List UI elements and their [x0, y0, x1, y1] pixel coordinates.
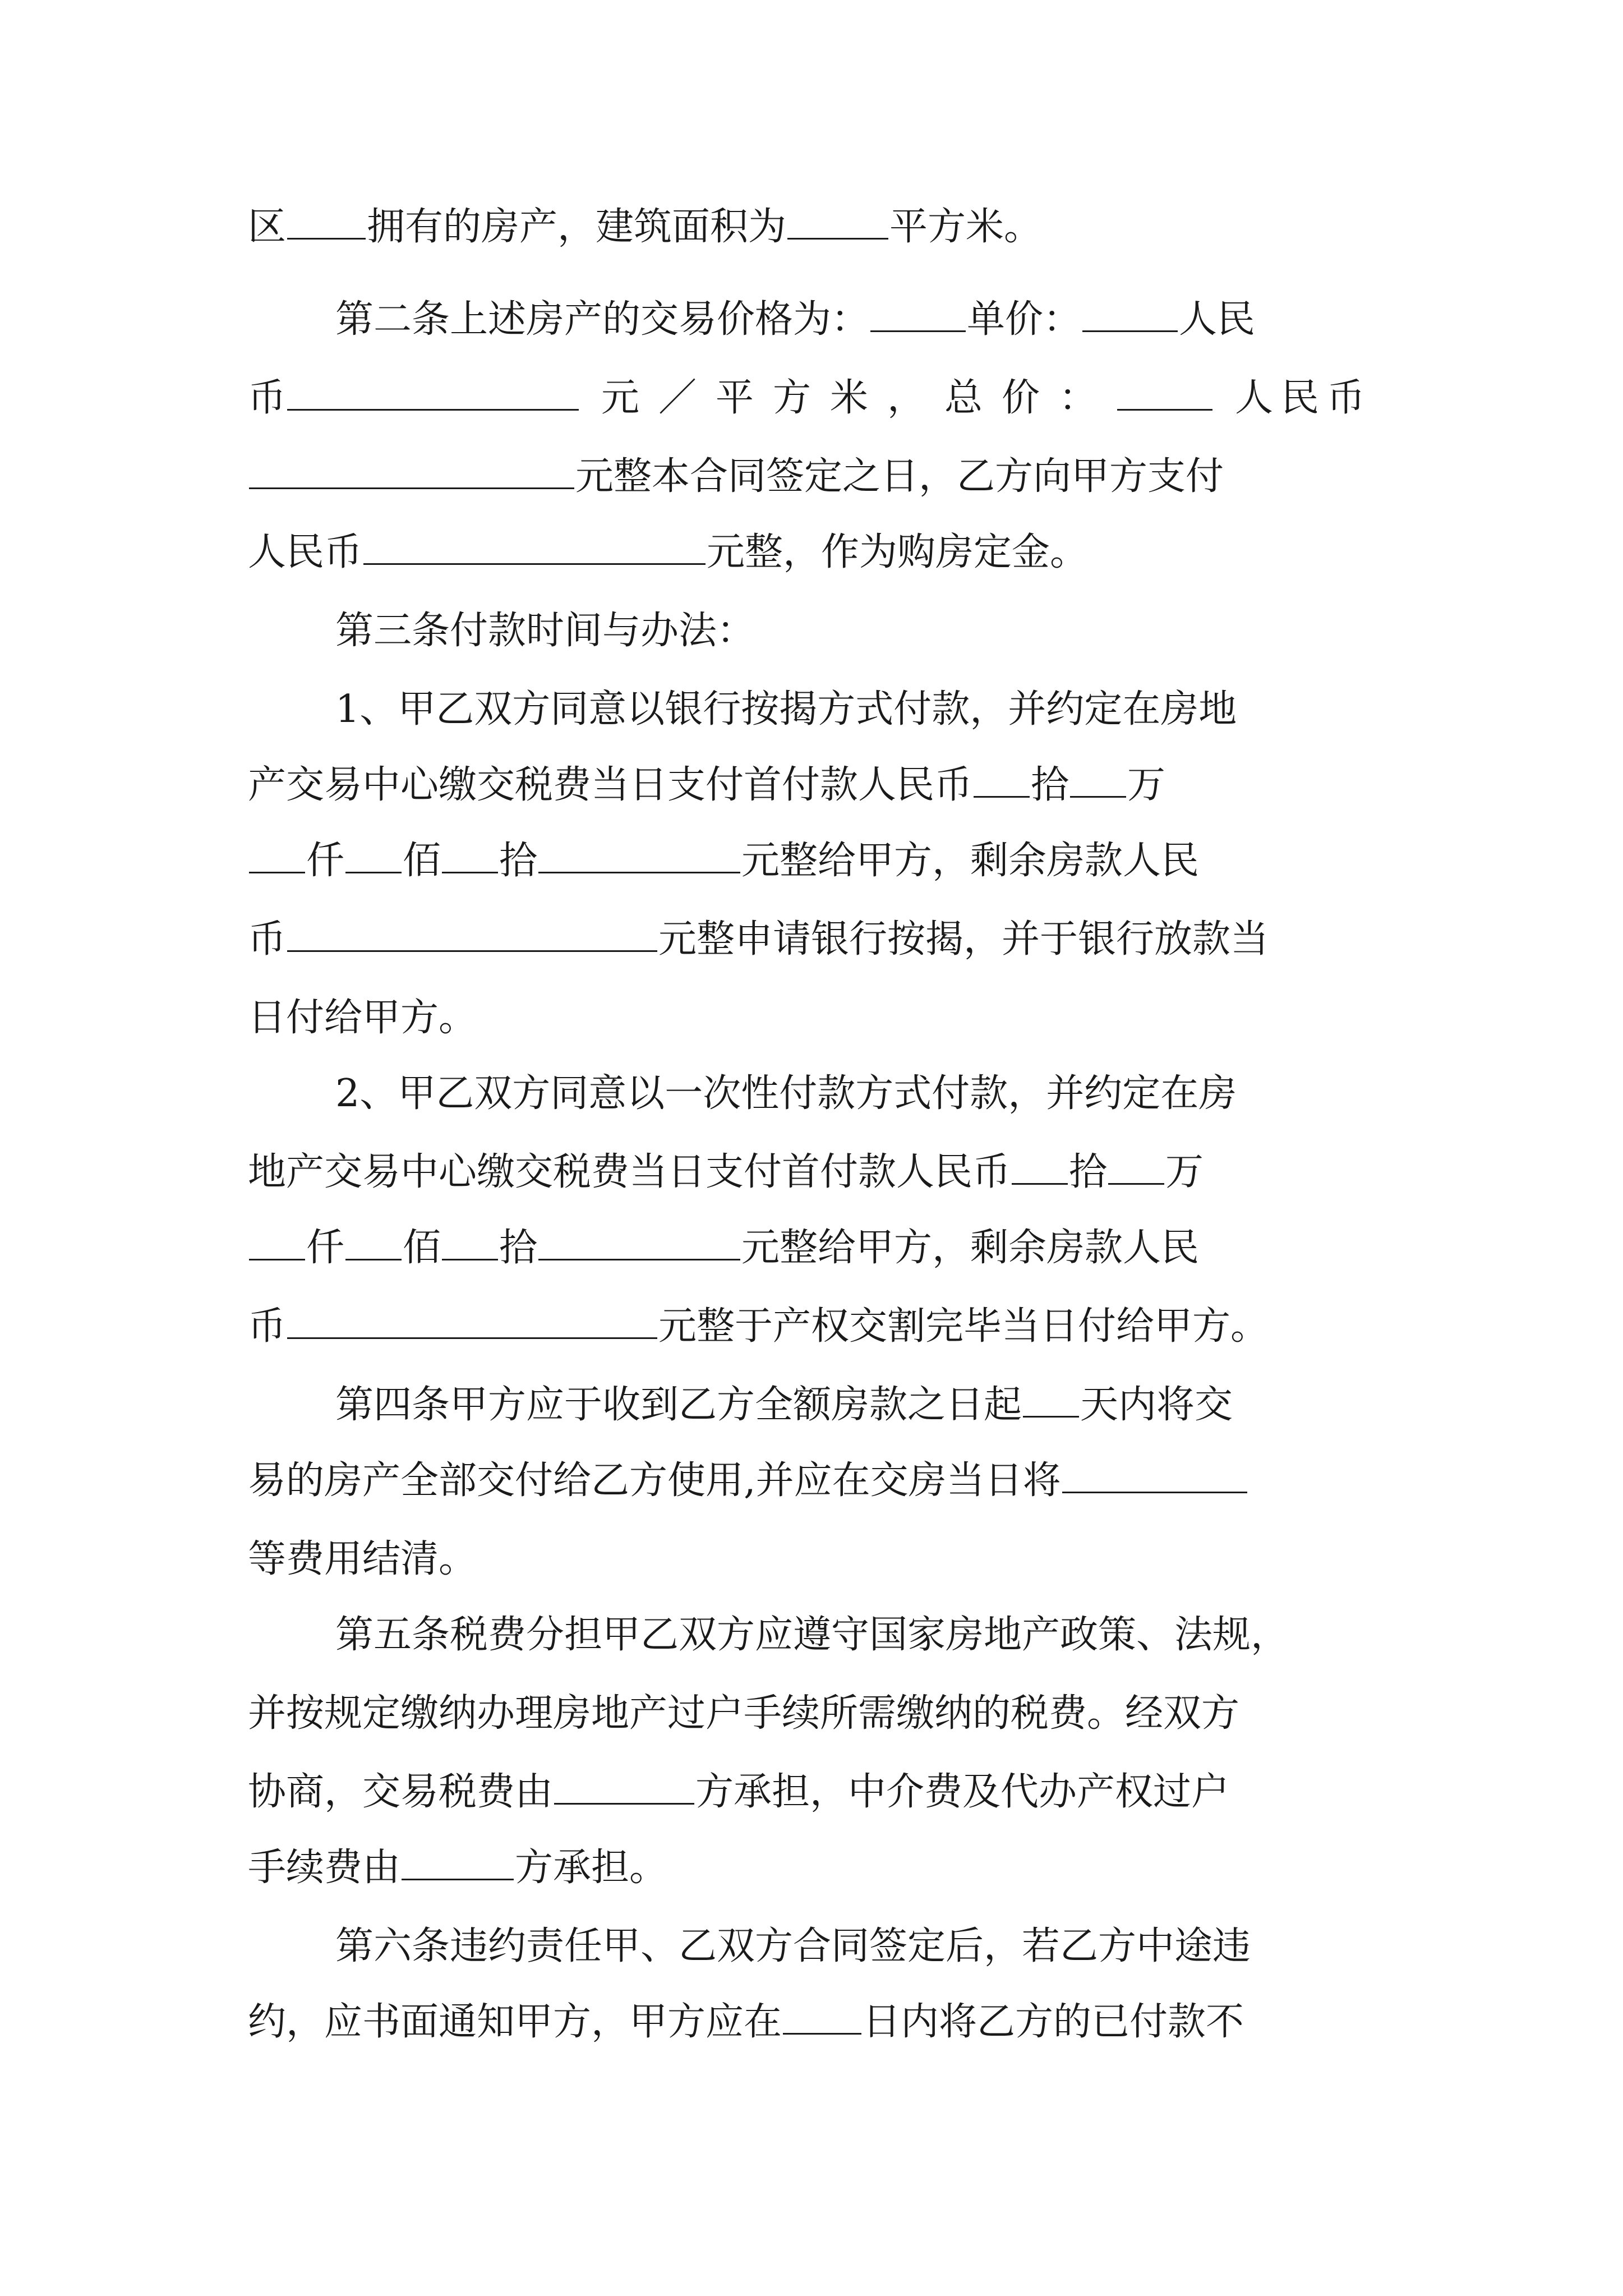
- line-13: [248, 1139, 1392, 1206]
- fill-blank[interactable]: [783, 2000, 861, 2035]
- fill-blank[interactable]: [363, 531, 706, 565]
- text-segment: 方承担，中介费及代办产权过户: [695, 1770, 1230, 1814]
- text-segment: 第二条上述房产的交易价格为：: [335, 297, 870, 342]
- text-segment: 易的房产全部交付给乙方使用,并应在交房当日将: [248, 1458, 1061, 1503]
- text-segment: 等费用结清。: [248, 1537, 477, 1581]
- fill-blank[interactable]: [1062, 1459, 1247, 1493]
- text-segment: 仟: [306, 839, 345, 883]
- fill-blank[interactable]: [1070, 763, 1126, 798]
- fill-blank[interactable]: [442, 839, 498, 873]
- line-20: [248, 1680, 1392, 1747]
- line-22: [248, 1834, 1392, 1902]
- line-11: [248, 984, 1392, 1052]
- text-segment: 手续费由: [248, 1846, 401, 1890]
- text-segment: 元整本合同签定之日，乙方向甲方支付: [575, 454, 1224, 499]
- text-segment: 天内将交: [1080, 1383, 1233, 1427]
- fill-blank[interactable]: [249, 1226, 305, 1260]
- text-segment: 拾: [499, 1226, 538, 1270]
- line-12: [335, 1060, 1392, 1128]
- fill-blank[interactable]: [287, 918, 657, 952]
- text-segment: 元整给甲方，剩余房款人民: [741, 839, 1200, 883]
- line-2: [335, 286, 1392, 353]
- fill-blank[interactable]: [554, 1770, 694, 1805]
- text-segment: 单价：: [967, 297, 1082, 342]
- fill-blank[interactable]: [287, 376, 579, 411]
- fill-blank[interactable]: [287, 1305, 657, 1339]
- text-segment: 拾: [1069, 1150, 1108, 1194]
- fill-blank[interactable]: [538, 1226, 740, 1260]
- line-8: [248, 752, 1392, 819]
- text-segment: 元整给甲方，剩余房款人民: [741, 1226, 1200, 1270]
- line-7: [335, 676, 1392, 743]
- fill-blank[interactable]: [249, 839, 305, 873]
- fill-blank[interactable]: [1082, 298, 1178, 332]
- text-segment: 第六条违约责任甲、乙双方合同签定后，若乙方中途违: [335, 1924, 1251, 1968]
- fill-blank[interactable]: [1012, 1151, 1068, 1185]
- text-segment: 元整于产权交割完毕当日付给甲方。: [658, 1304, 1269, 1349]
- line-10: [248, 906, 1392, 973]
- text-segment: 产交易中心缴交税费当日支付首付款人民币: [248, 763, 973, 807]
- text-segment: 方承担。: [515, 1846, 668, 1890]
- text-segment: 人民币: [1235, 376, 1373, 420]
- text-segment: 2、甲乙双方同意以一次性付款方式付款，并约定在房: [335, 1071, 1237, 1116]
- fill-blank[interactable]: [787, 205, 888, 240]
- line-16: [335, 1372, 1392, 1439]
- fill-blank[interactable]: [442, 1226, 498, 1260]
- text-segment: 平方米。: [889, 205, 1043, 249]
- line-23: [335, 1913, 1392, 1980]
- line-14: [248, 1214, 1392, 1282]
- text-segment: 第四条甲方应于收到乙方全额房款之日起: [335, 1383, 1022, 1427]
- text-segment: 币: [248, 1304, 287, 1349]
- fill-blank[interactable]: [249, 455, 574, 489]
- text-segment: 日内将乙方的已付款不: [863, 2000, 1244, 2044]
- line-17: [248, 1447, 1392, 1515]
- fill-blank[interactable]: [538, 839, 740, 873]
- line-1: [248, 194, 1392, 261]
- fill-blank[interactable]: [1117, 376, 1212, 411]
- text-segment: 第三条付款时间与办法：: [335, 609, 755, 653]
- fill-blank[interactable]: [1023, 1383, 1079, 1418]
- fill-blank[interactable]: [402, 1846, 514, 1880]
- line-24: [248, 1989, 1392, 2056]
- text-segment: 拥有的房产，建筑面积为: [367, 205, 787, 249]
- text-segment: 币: [248, 917, 287, 961]
- text-segment: 佰: [403, 839, 441, 883]
- text-segment: 1、甲乙双方同意以银行按揭方式付款，并约定在房地: [335, 687, 1237, 731]
- text-segment: 拾: [1031, 763, 1069, 807]
- fill-blank[interactable]: [345, 839, 402, 873]
- line-19: [335, 1602, 1392, 1669]
- line-6: [335, 597, 1392, 665]
- text-segment: 人民币: [248, 530, 363, 574]
- text-segment: 第五条税费分担甲乙双方应遵守国家房地产政策、法规，: [335, 1613, 1289, 1657]
- text-segment: 拾: [499, 839, 538, 883]
- fill-blank[interactable]: [287, 205, 366, 240]
- text-segment: 万: [1127, 763, 1166, 807]
- text-segment: 日付给甲方。: [248, 996, 477, 1040]
- text-segment: 万: [1165, 1150, 1204, 1194]
- line-15: [248, 1293, 1392, 1360]
- text-segment: 仟: [306, 1226, 345, 1270]
- text-segment: 币: [248, 376, 287, 420]
- line-5: [248, 519, 1392, 586]
- line-18: [248, 1526, 1392, 1593]
- text-segment: 元／平方米，总价：: [601, 376, 1117, 420]
- text-segment: 并按规定缴纳办理房地产过户手续所需缴纳的税费。经双方: [248, 1691, 1240, 1736]
- text-segment: 约，应书面通知甲方，甲方应在: [248, 2000, 782, 2044]
- line-4: [248, 443, 1392, 510]
- text-segment: 元整申请银行按揭，并于银行放款当: [658, 917, 1269, 961]
- fill-blank[interactable]: [974, 763, 1030, 798]
- fill-blank[interactable]: [1108, 1151, 1164, 1185]
- line-21: [248, 1759, 1392, 1826]
- text-segment: 佰: [403, 1226, 441, 1270]
- text-segment: 地产交易中心缴交税费当日支付首付款人民币: [248, 1150, 1011, 1194]
- text-segment: 人民: [1179, 297, 1256, 342]
- line-3: [248, 365, 1392, 432]
- fill-blank[interactable]: [870, 298, 966, 332]
- text-segment: 元整，作为购房定金。: [707, 530, 1089, 574]
- text-segment: 协商，交易税费由: [248, 1770, 554, 1814]
- text-segment: 区: [248, 205, 287, 249]
- line-9: [248, 827, 1392, 895]
- fill-blank[interactable]: [345, 1226, 402, 1260]
